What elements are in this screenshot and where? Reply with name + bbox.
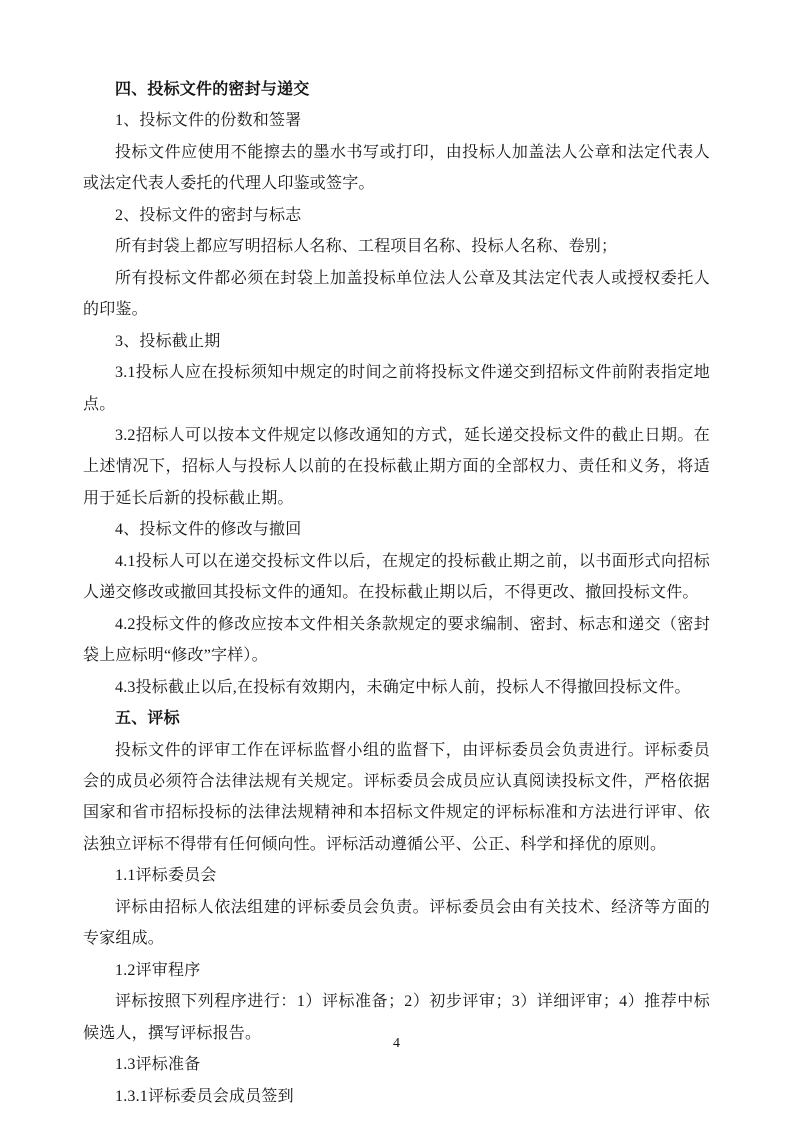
subsection-heading: 1.3.1评标委员会成员签到 xyxy=(115,1087,294,1105)
section-heading: 五、评标 xyxy=(115,710,180,728)
paragraph: 所有投标文件都必须在封袋上加盖投标单位法人公章及其法定代表人或授权委托人的印鉴。 xyxy=(83,269,710,319)
subsection-heading: 3、投标截止期 xyxy=(115,332,221,350)
paragraph: 评标由招标人依法组建的评标委员会负责。评标委员会由有关技术、经济等方面的专家组成。 xyxy=(83,898,710,948)
page-number: 4 xyxy=(393,1036,400,1051)
paragraph: 3.2招标人可以按本文件规定以修改通知的方式，延长递交投标文件的截止日期。在上述情况下，招标人与投标人以前的在投标截止期方面的全部权力、责任和义务，将适用于延长后新的投标截止期。 xyxy=(83,426,710,507)
paragraph: 投标文件的评审工作在评标监督小组的监督下，由评标委员会负责进行。评标委员会的成员必须符合法律法规有关规定。评标委员会成员应认真阅读投标文件，严格依据国家和省市招标投标的法律法规精神和本招标文件规定的评标标准和方法进行评审、依法独立评标不得带有任何倾向性。评标活动遵循公平、公正、科学和择优的原则。 xyxy=(83,741,710,853)
subsection-heading: 1、投标文件的份数和签署 xyxy=(115,112,302,130)
section-heading: 四、投标文件的密封与递交 xyxy=(115,81,310,98)
paragraph: 4.2投标文件的修改应按本文件相关条款规定的要求编制、密封、标志和递交（密封袋上应标明“修改”字样）。 xyxy=(83,615,710,665)
document-body xyxy=(83,74,710,1112)
paragraph: 评标按照下列程序进行：1）评标准备；2）初步评审；3）详细评审；4）推荐中标候选人，撰写评标报告。 xyxy=(83,993,710,1042)
paragraph: 3.1投标人应在投标须知中规定的时间之前将投标文件递交到招标文件前附表指定地点。 xyxy=(83,364,710,413)
subsection-heading: 1.2评审程序 xyxy=(115,961,201,979)
paragraph: 投标文件应使用不能擦去的墨水书写或打印，由投标人加盖法人公章和法定代表人或法定代表人委托的代理人印鉴或签字。 xyxy=(83,143,710,193)
subsection-heading: 4、投标文件的修改与撤回 xyxy=(115,521,302,539)
subsection-heading: 2、投标文件的密封与标志 xyxy=(115,206,302,224)
subsection-heading: 1.1评标委员会 xyxy=(115,867,217,885)
subsection-heading: 1.3评标准备 xyxy=(115,1056,201,1074)
paragraph: 所有封袋上都应写明招标人名称、工程项目名称、投标人名称、卷别； xyxy=(115,238,618,256)
paragraph: 4.1投标人可以在递交投标文件以后，在规定的投标截止期之前，以书面形式向招标人递交修改或撤回其投标文件的通知。在投标截止期以后，不得更改、撤回投标文件。 xyxy=(83,552,710,602)
paragraph: 4.3投标截止以后,在投标有效期内，未确定中标人前，投标人不得撤回投标文件。 xyxy=(115,678,691,696)
